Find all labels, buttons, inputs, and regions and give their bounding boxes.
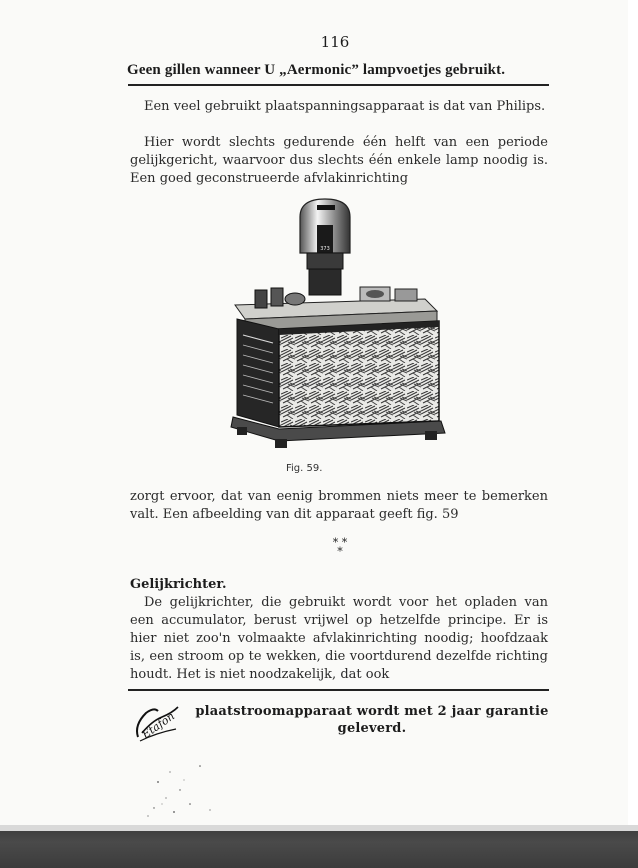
paragraph-3: zorgt ervoor, dat van eenig brommen niets meer te bemerken valt. Een afbeelding van dit apparaat geeft fig. 59: [130, 489, 548, 522]
advertisement-line-1: plaatstroomapparaat wordt met 2 jaar garantie: [195, 704, 549, 719]
scanner-edge: [0, 825, 638, 831]
figure-caption: Fig. 59.: [286, 463, 323, 474]
section-asterism: [320, 538, 360, 556]
asterism-glyph: * * *: [332, 536, 348, 558]
paragraph-4: De gelijkrichter, die gebruikt wordt voor het opladen van een accumulator, berust vrijwel op hetzelfde principe. Er is hier niet zoo'n volmaakte afvlakinrichting noodig; hoofdzaak is, een stroom op te wekken, die voortdurend dezelfde richting houdt. Het is niet noodzakelijk, dat ook: [130, 595, 548, 682]
scan-margin: [628, 0, 638, 825]
paragraph-2: Hier wordt slechts gedurende één helft van een periode gelijkgericht, waarvoor dus slechts één enkele lamp noodig is. Een goed geconstrueerde afvlakinrichting: [130, 135, 548, 186]
advertisement-line-2: geleverd.: [337, 721, 407, 736]
page-number: 116: [320, 33, 350, 51]
etafon-logo: [132, 703, 182, 745]
scanner-border: [0, 825, 638, 868]
paragraph-1: Een veel gebruikt plaatspanningsapparaat is dat van Philips.: [144, 99, 546, 114]
svg-text:Etafon: Etafon: [139, 709, 178, 742]
header-rule: [128, 84, 549, 86]
scan-specks: [140, 760, 260, 820]
section-heading: Gelijkrichter.: [130, 577, 227, 592]
advertisement-text: [188, 703, 556, 737]
running-header: Geen gillen wanneer U „Aermonic” lampvoetjes gebruikt.: [127, 62, 506, 78]
svg-text:373: 373: [320, 246, 330, 252]
apparatus-illustration: [225, 195, 450, 457]
advert-rule: [128, 689, 549, 691]
